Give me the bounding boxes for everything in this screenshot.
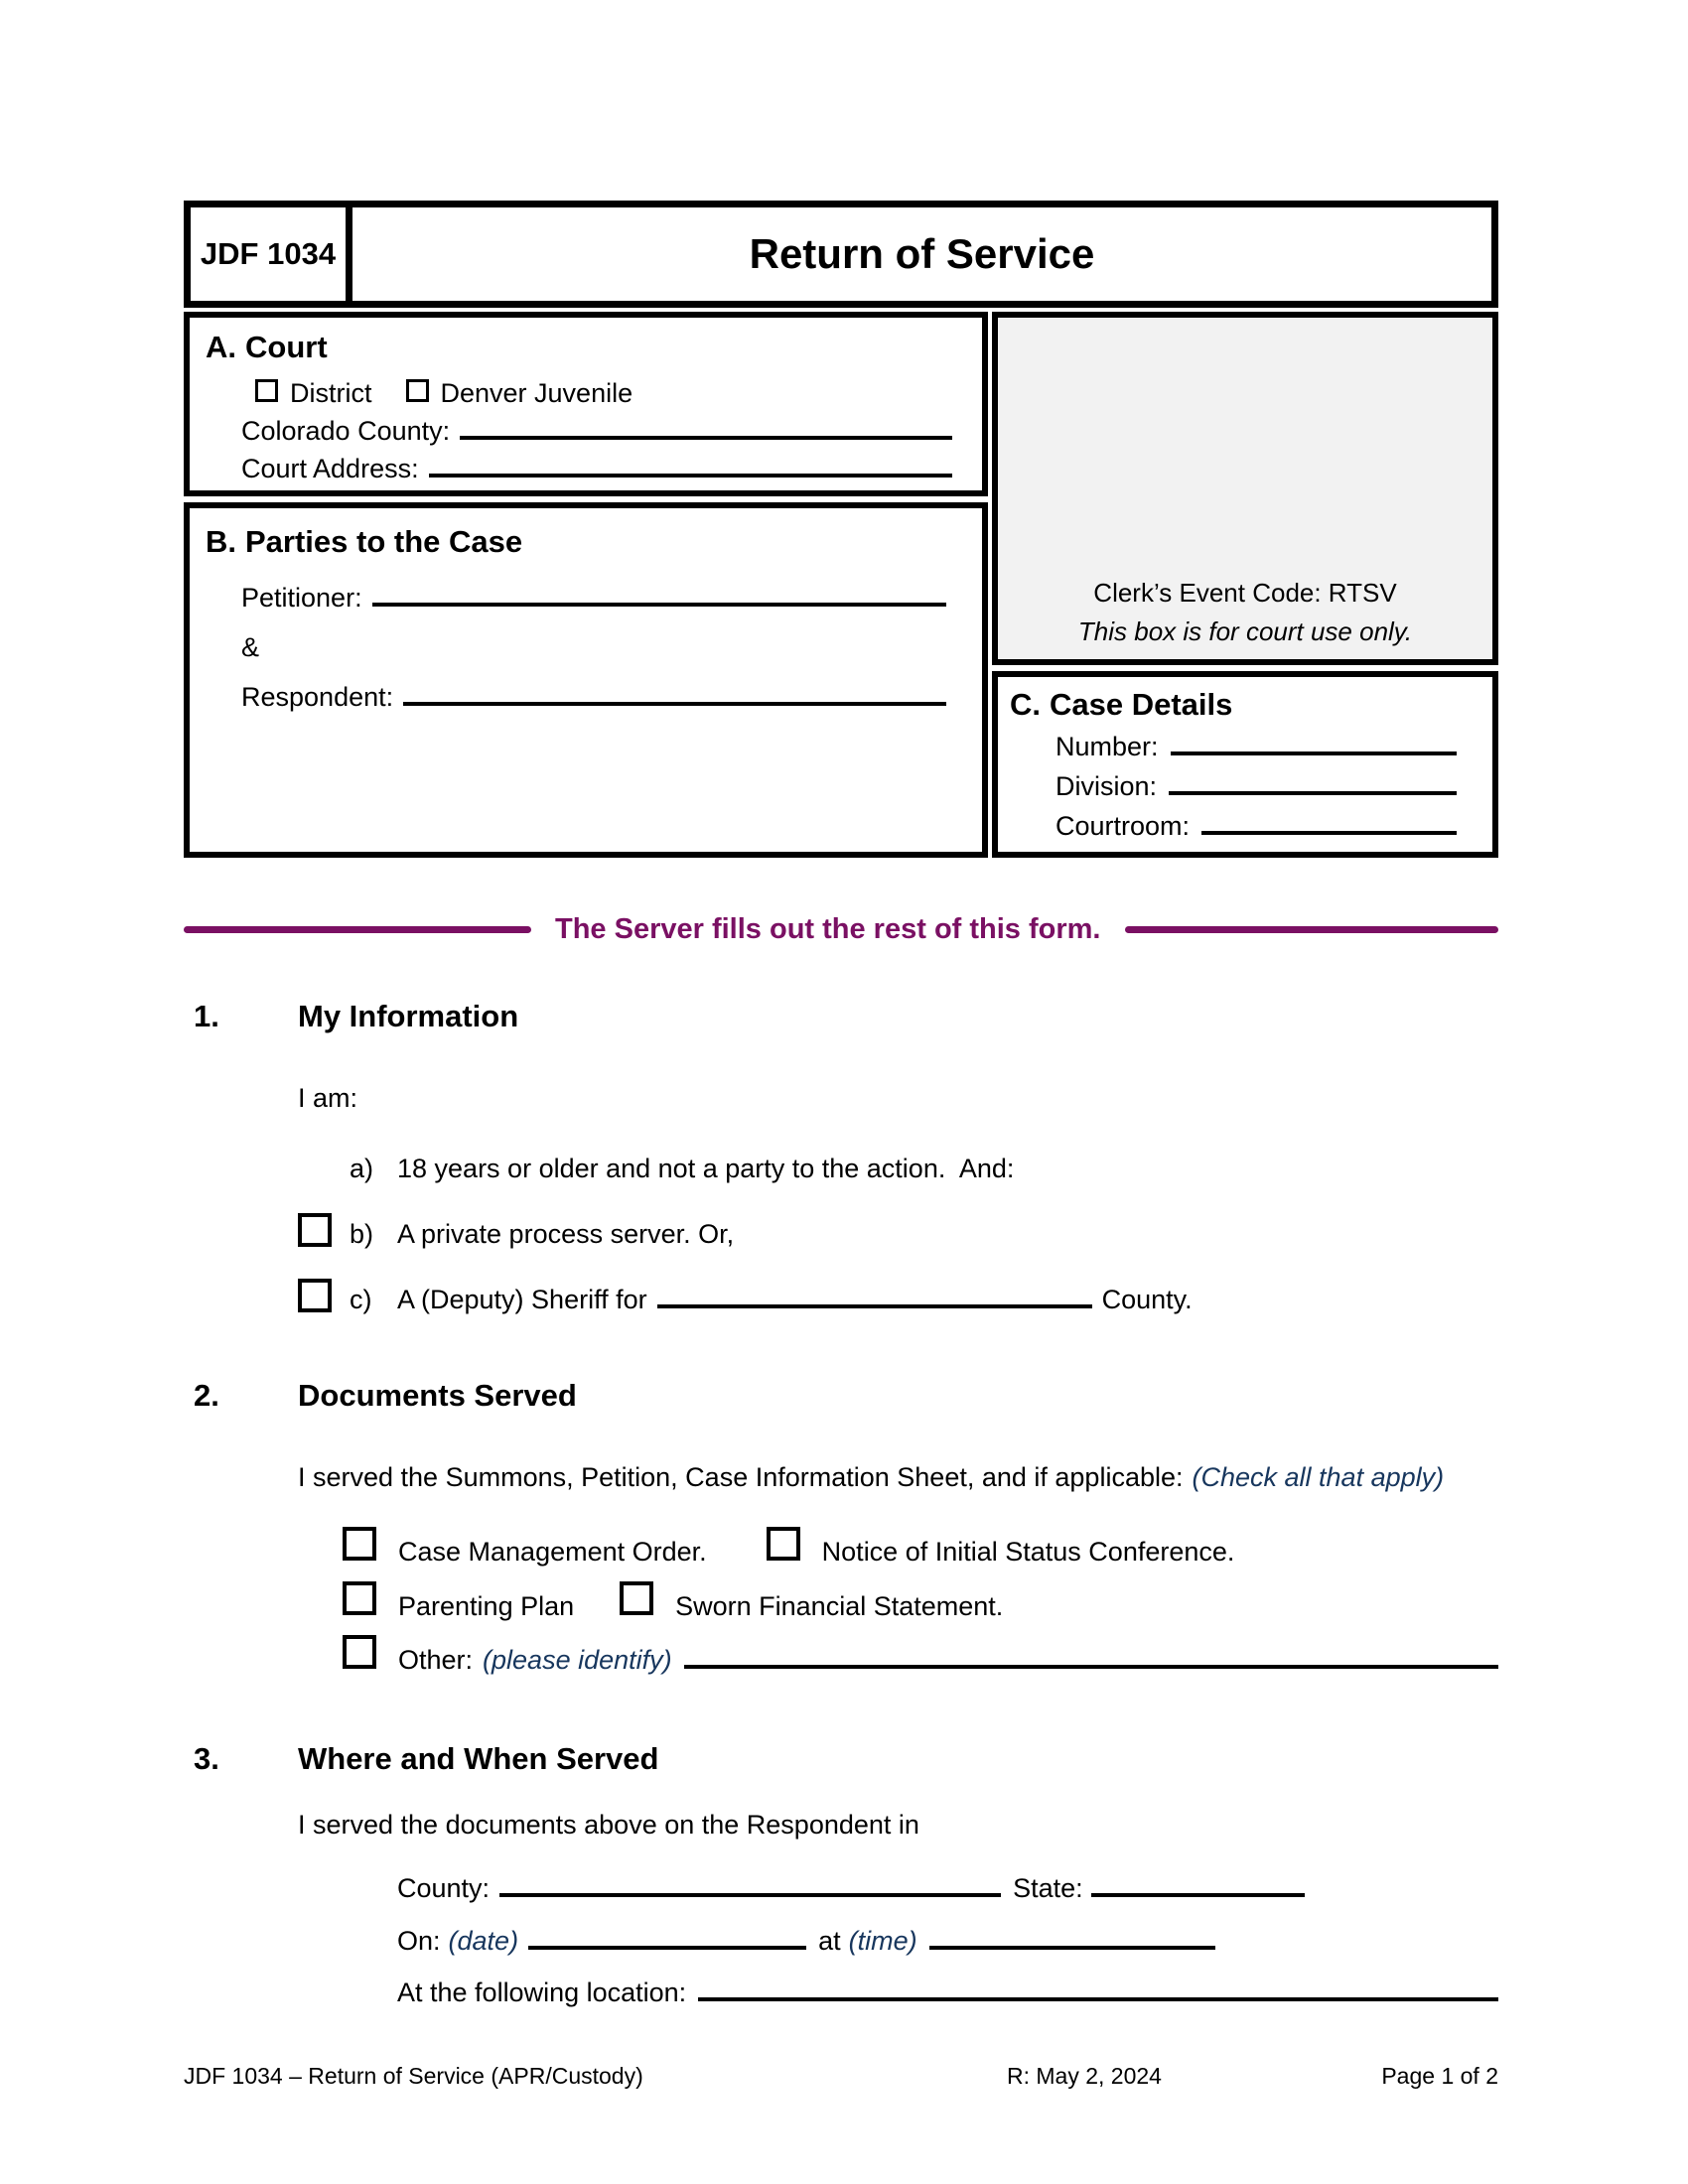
- served-county-label: County:: [397, 1873, 491, 1903]
- item-c-row: [298, 1279, 1498, 1318]
- served-state-input-line[interactable]: [1091, 1885, 1305, 1897]
- district-label: District: [290, 378, 372, 408]
- section-c-case-details: [992, 671, 1498, 858]
- at-label: at: [818, 1926, 841, 1956]
- served-date-input-line[interactable]: [528, 1938, 806, 1950]
- location-label: At the following location:: [397, 1978, 687, 2007]
- footer-revision-date: R: May 2, 2024: [1007, 2063, 1162, 2089]
- section-a-court: [184, 312, 988, 496]
- served-time-input-line[interactable]: [929, 1938, 1215, 1950]
- section-b-heading: [206, 522, 966, 562]
- item-b-checkbox-slot: [298, 1213, 350, 1253]
- section-c-heading: [1010, 685, 1480, 725]
- court-address-label: Court Address:: [241, 454, 419, 483]
- petitioner-row: [206, 580, 966, 615]
- court-address-input-line[interactable]: [429, 466, 952, 478]
- location-input-line[interactable]: [698, 1989, 1498, 2001]
- other-document-input-line[interactable]: [684, 1657, 1498, 1669]
- ampersand-row: [206, 629, 966, 665]
- item-a-letter: a): [350, 1154, 374, 1183]
- respondent-input-line[interactable]: [403, 694, 946, 706]
- date-note: (date): [448, 1926, 519, 1956]
- item-c-checkbox-slot: [298, 1279, 350, 1318]
- top-grid: [184, 312, 1498, 858]
- respondent-row: [206, 679, 966, 715]
- footer-page-number: Page 1 of 2: [1381, 2063, 1498, 2089]
- other-document-checkbox[interactable]: [343, 1635, 376, 1669]
- item-b-letter: b): [350, 1219, 374, 1249]
- colorado-county-input-line[interactable]: [460, 428, 952, 440]
- check-all-note: (Check all that apply): [1192, 1462, 1445, 1492]
- section-c-title: Case Details: [1050, 687, 1233, 722]
- division-label: Division:: [1055, 771, 1158, 801]
- section-2-heading: [184, 1376, 1498, 1416]
- section-b-title: Parties to the Case: [245, 524, 523, 559]
- case-number-input-line[interactable]: [1171, 744, 1457, 755]
- section-1-heading: [184, 997, 1498, 1036]
- colorado-county-label: Colorado County:: [241, 416, 451, 446]
- form-content: [184, 201, 1498, 2010]
- notice-initial-status-conference-checkbox[interactable]: [767, 1527, 800, 1561]
- item-a-row: [298, 1150, 1498, 1187]
- clerk-event-code: Clerk’s Event Code: RTSV: [1093, 578, 1397, 608]
- section-3-title: Where and When Served: [298, 1741, 659, 1776]
- documents-served-intro-text: I served the Summons, Petition, Case Information Sheet, and if applicable:: [298, 1462, 1184, 1492]
- section-1-title: My Information: [298, 999, 519, 1033]
- documents-served-intro: [298, 1459, 1498, 1495]
- section-3-heading: [184, 1739, 1498, 1779]
- other-label: Other:: [398, 1645, 474, 1675]
- section-a-heading: [206, 328, 966, 367]
- item-c-text: A (Deputy) Sheriff for: [397, 1285, 647, 1314]
- section-3-number: 3.: [194, 1741, 219, 1776]
- date-time-row: [397, 1923, 1498, 1959]
- form-header: [184, 201, 1498, 308]
- section-a-letter: A.: [206, 330, 236, 364]
- item-c-suffix: County.: [1101, 1285, 1193, 1314]
- notice-initial-status-conference-label: Notice of Initial Status Conference.: [821, 1537, 1235, 1567]
- documents-row-1: [343, 1527, 1498, 1570]
- item-b-text: A private process server. Or,: [397, 1219, 735, 1249]
- on-label: On:: [397, 1926, 441, 1956]
- where-when-intro-text: I served the documents above on the Respondent in: [298, 1810, 919, 1840]
- served-county-input-line[interactable]: [499, 1885, 1001, 1897]
- case-number-row: [1010, 729, 1480, 764]
- case-number-label: Number:: [1055, 732, 1159, 761]
- respondent-label: Respondent:: [241, 682, 394, 712]
- division-input-line[interactable]: [1169, 783, 1457, 795]
- form-title: Return of Service: [749, 230, 1095, 277]
- location-row: [397, 1975, 1498, 2010]
- page-footer: [184, 2063, 1498, 2093]
- where-when-intro: [298, 1807, 1498, 1843]
- court-type-row: [206, 375, 966, 411]
- section-a-title: Court: [245, 330, 328, 364]
- section-1-number: 1.: [194, 999, 219, 1033]
- sheriff-county-input-line[interactable]: [657, 1297, 1092, 1308]
- private-process-server-checkbox[interactable]: [298, 1213, 332, 1247]
- courtroom-row: [1010, 808, 1480, 844]
- parenting-plan-checkbox[interactable]: [343, 1581, 376, 1615]
- division-row: [1010, 768, 1480, 804]
- divider-line-left: [184, 926, 531, 933]
- divider-text: The Server fills out the rest of this form.: [555, 912, 1101, 945]
- sworn-financial-statement-checkbox[interactable]: [620, 1581, 653, 1615]
- right-column: [992, 312, 1498, 858]
- section-b-letter: B.: [206, 524, 236, 559]
- court-use-note: This box is for court use only.: [1077, 616, 1413, 646]
- petitioner-label: Petitioner:: [241, 583, 362, 613]
- courtroom-input-line[interactable]: [1201, 823, 1457, 835]
- denver-juvenile-label: Denver Juvenile: [440, 378, 633, 408]
- server-divider: [184, 909, 1498, 949]
- i-am-intro: [298, 1080, 1498, 1116]
- time-note: (time): [848, 1926, 917, 1956]
- form-number: JDF 1034: [191, 207, 352, 301]
- left-column: [184, 312, 988, 858]
- divider-line-right: [1125, 926, 1499, 933]
- case-management-order-checkbox[interactable]: [343, 1527, 376, 1561]
- item-a-text: 18 years or older and not a party to the action. And:: [397, 1154, 1015, 1183]
- footer-form-id: JDF 1034 – Return of Service (APR/Custody): [184, 2063, 643, 2089]
- documents-row-3: [343, 1635, 1498, 1678]
- section-2-title: Documents Served: [298, 1378, 577, 1413]
- item-c-letter: c): [350, 1285, 372, 1314]
- i-am-text: I am:: [298, 1083, 358, 1113]
- served-state-label: State:: [1013, 1873, 1083, 1903]
- case-management-order-label: Case Management Order.: [398, 1537, 707, 1567]
- county-state-row: [397, 1870, 1498, 1906]
- ampersand: &: [241, 632, 260, 662]
- section-c-letter: C.: [1010, 687, 1041, 722]
- section-2-number: 2.: [194, 1378, 219, 1413]
- sworn-financial-statement-label: Sworn Financial Statement.: [675, 1591, 1004, 1621]
- district-checkbox[interactable]: [255, 379, 278, 402]
- section-b-parties: [184, 502, 988, 858]
- item-b-row: [298, 1213, 1498, 1253]
- colorado-county-row: [206, 413, 966, 449]
- courtroom-label: Courtroom:: [1055, 811, 1191, 841]
- court-use-box: [992, 312, 1498, 665]
- deputy-sheriff-checkbox[interactable]: [298, 1279, 332, 1312]
- please-identify-note: (please identify): [483, 1645, 672, 1675]
- petitioner-input-line[interactable]: [372, 595, 946, 607]
- court-address-row: [206, 451, 966, 486]
- parenting-plan-label: Parenting Plan: [398, 1591, 575, 1621]
- denver-juvenile-checkbox[interactable]: [406, 379, 429, 402]
- documents-row-2: [343, 1581, 1498, 1624]
